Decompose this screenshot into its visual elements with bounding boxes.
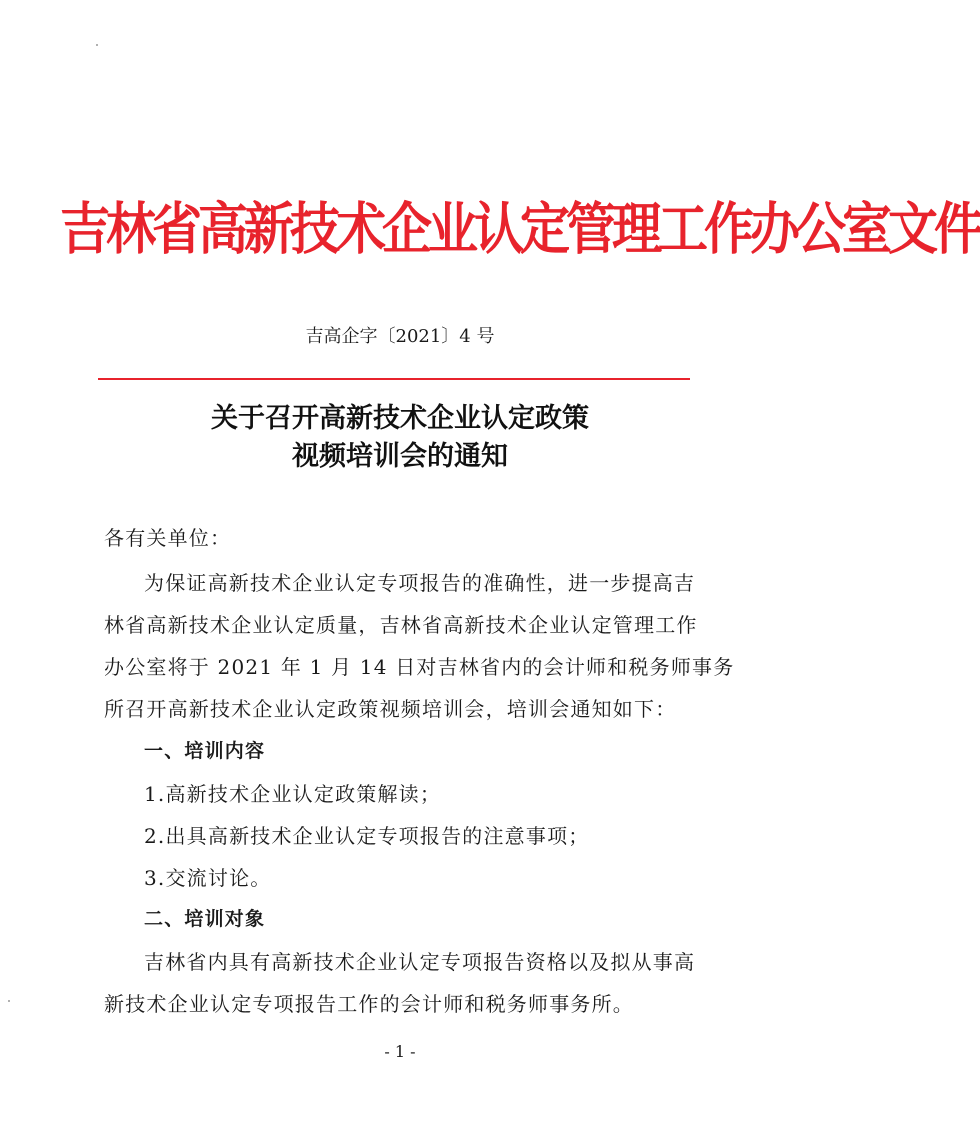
section-2-heading: 二、培训对象 bbox=[144, 908, 266, 930]
notice-title bbox=[100, 400, 700, 476]
notice-title-line-1: 关于召开高新技术企业认定政策 bbox=[211, 403, 589, 434]
document-number: 吉高企字〔2021〕4 号 bbox=[305, 326, 495, 347]
salutation: 各有关单位： bbox=[104, 526, 232, 550]
paragraph-1-line-2: 林省高新技术企业认定质量，吉林省高新技术企业认定管理工作 bbox=[104, 613, 698, 637]
scan-speck bbox=[8, 1000, 10, 1002]
page-number: - 1 - bbox=[384, 1042, 416, 1061]
issuer-red-header: 吉林省高新技术企业认定管理工作办公室文件 bbox=[60, 196, 980, 262]
paragraph-2-line-2: 新技术企业认定专项报告工作的会计师和税务师事务所。 bbox=[104, 992, 634, 1016]
content-item-2: 2.出具高新技术企业认定专项报告的注意事项； bbox=[144, 824, 590, 848]
content-item-3: 3.交流讨论。 bbox=[144, 866, 272, 890]
paragraph-1-line-3: 办公室将于 2021 年 1 月 14 日对吉林省内的会计师和税务师事务 bbox=[104, 655, 735, 679]
paragraph-2-line-1: 吉林省内具有高新技术企业认定专项报告资格以及拟从事高 bbox=[144, 950, 696, 974]
section-1-heading: 一、培训内容 bbox=[144, 740, 266, 762]
scan-speck bbox=[96, 44, 98, 46]
red-separator-line bbox=[98, 378, 690, 380]
paragraph-1-line-4: 所召开高新技术企业认定政策视频培训会，培训会通知如下： bbox=[104, 697, 677, 721]
content-item-1: 1.高新技术企业认定政策解读； bbox=[144, 782, 442, 806]
notice-title-line-2: 视频培训会的通知 bbox=[292, 441, 508, 472]
paragraph-1-line-1: 为保证高新技术企业认定专项报告的准确性，进一步提高吉 bbox=[144, 571, 696, 595]
